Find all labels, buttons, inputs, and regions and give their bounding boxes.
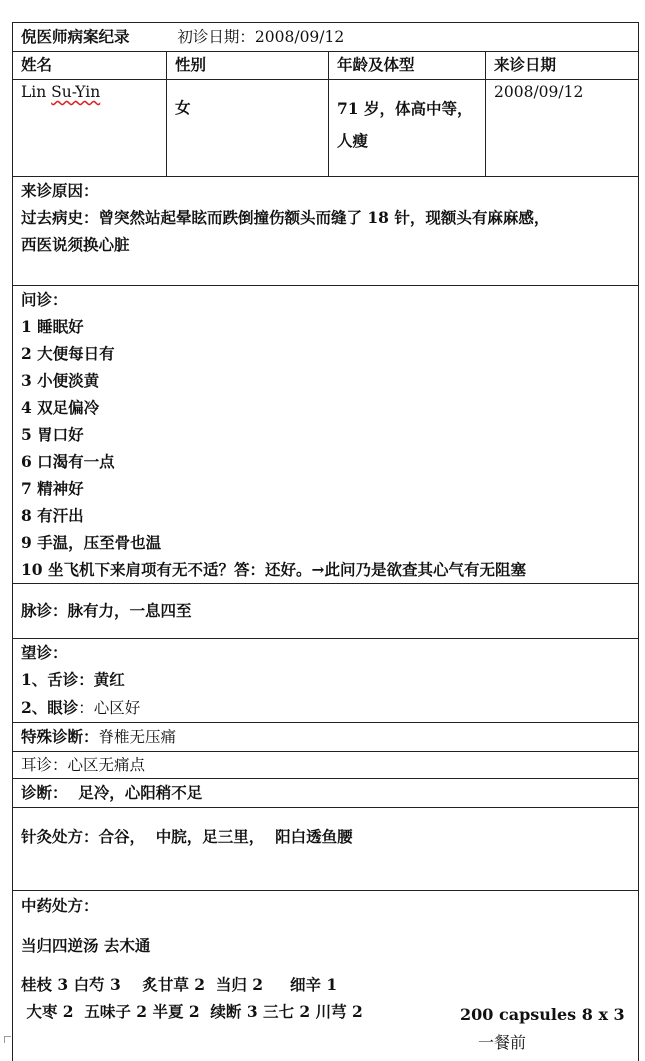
herbal-line1: 桂枝 3 白芍 3 炙甘草 2 当归 2 细辛 1 — [21, 971, 638, 998]
patient-gender: 女 — [175, 98, 191, 117]
col-age-body: 年龄及体型 — [329, 52, 486, 80]
inquiry-item: 10 坐飞机下来肩项有无不适？答：还好。→此问乃是欲查其心气有无阻塞 — [21, 556, 638, 583]
patient-name-first: Lin — [21, 83, 51, 101]
pulse-text: 脉诊：脉有力，一息四至 — [21, 601, 192, 620]
eye-value: ：心区好 — [78, 699, 140, 717]
patient-info-row — [13, 80, 639, 177]
diagnosis-value: 足冷，心阳稍不足 — [68, 783, 203, 802]
inquiry-item: 7 精神好 — [21, 475, 638, 502]
herbal-row — [13, 891, 639, 1061]
eye-label: 2、眼诊 — [21, 698, 78, 717]
pulse-row — [13, 584, 639, 639]
herbal-label: 中药处方： — [21, 892, 638, 919]
special-value: 脊椎无压痛 — [99, 728, 177, 746]
patient-visit-date-cell — [486, 80, 639, 177]
observation-row — [13, 639, 639, 723]
observation-cell — [13, 639, 639, 723]
inquiry-item: 6 口渴有一点 — [21, 448, 638, 475]
herbal-line2: 大枣 2 五味子 2 半夏 2 续断 3 三七 2 川芎 2 — [21, 998, 638, 1025]
observation-label: 望诊： — [21, 639, 638, 666]
title-cell — [13, 23, 639, 52]
special-row — [13, 723, 639, 752]
ear-row — [13, 752, 639, 779]
column-header-row — [13, 52, 639, 80]
inquiry-cell — [13, 286, 639, 584]
inquiry-row — [13, 286, 639, 584]
tongue-value: 黄红 — [94, 670, 125, 689]
herbal-note: 一餐前 — [478, 1030, 526, 1053]
acupuncture-points: 合谷， 中脘，足三里， 阳白透鱼腰 — [99, 827, 353, 846]
diagnosis-row — [13, 779, 639, 808]
diagnosis-label: 诊断： — [21, 783, 68, 802]
acupuncture-row — [13, 808, 639, 891]
inquiry-item: 5 胃口好 — [21, 421, 638, 448]
ear-value: 心区无痛点 — [68, 756, 146, 774]
special-cell — [13, 723, 639, 752]
special-label: 特殊诊断： — [21, 727, 99, 746]
first-visit-date: 2008/09/12 — [255, 28, 344, 46]
inquiry-item: 4 双足偏冷 — [21, 394, 638, 421]
col-name: 姓名 — [13, 52, 167, 80]
inquiry-item: 8 有汗出 — [21, 502, 638, 529]
record-table — [12, 22, 639, 1061]
ear-cell — [13, 752, 639, 779]
title-row — [13, 23, 639, 52]
inquiry-item: 9 手温，压至骨也温 — [21, 529, 638, 556]
patient-gender-cell — [167, 80, 329, 177]
patient-name-underlined: Su-Yin — [51, 83, 100, 101]
inquiry-label: 问诊： — [21, 286, 638, 313]
inquiry-item: 2 大便每日有 — [21, 340, 638, 367]
reason-row — [13, 177, 639, 286]
patient-visit-date: 2008/09/12 — [494, 83, 583, 101]
tongue-label: 1、舌诊： — [21, 670, 94, 689]
history-line2: 西医说须换心脏 — [21, 231, 638, 258]
inquiry-item: 1 睡眠好 — [21, 313, 638, 340]
patient-age-body-cell — [329, 80, 486, 177]
page-corner-mark — [4, 1036, 11, 1043]
herbal-formula: 当归四逆汤 去木通 — [21, 932, 638, 959]
herbal-cell — [13, 891, 639, 1061]
patient-name-cell — [13, 80, 167, 177]
reason-label: 来诊原因： — [21, 177, 638, 204]
ear-label: 耳诊： — [21, 756, 68, 774]
reason-cell — [13, 177, 639, 286]
herbal-quantity: 200 capsules 8 x 3 — [460, 1005, 625, 1024]
inquiry-item: 3 小便淡黄 — [21, 367, 638, 394]
acupuncture-label: 针灸处方： — [21, 827, 99, 846]
col-visit-date: 来诊日期 — [486, 52, 639, 80]
diagnosis-cell — [13, 779, 639, 808]
acupuncture-cell — [13, 808, 639, 891]
col-gender: 性别 — [167, 52, 329, 80]
pulse-cell — [13, 584, 639, 639]
first-visit-label: 初诊日期： — [177, 28, 255, 46]
age-body-line2: 人瘦 — [337, 124, 485, 158]
history-line1: 过去病史：曾突然站起晕眩而跌倒撞伤额头而缝了 18 针，现额头有麻麻感， — [21, 204, 638, 231]
age-body-line1: 71 岁，体高中等， — [337, 94, 485, 124]
record-title: 倪医师病案纪录 — [21, 27, 130, 46]
